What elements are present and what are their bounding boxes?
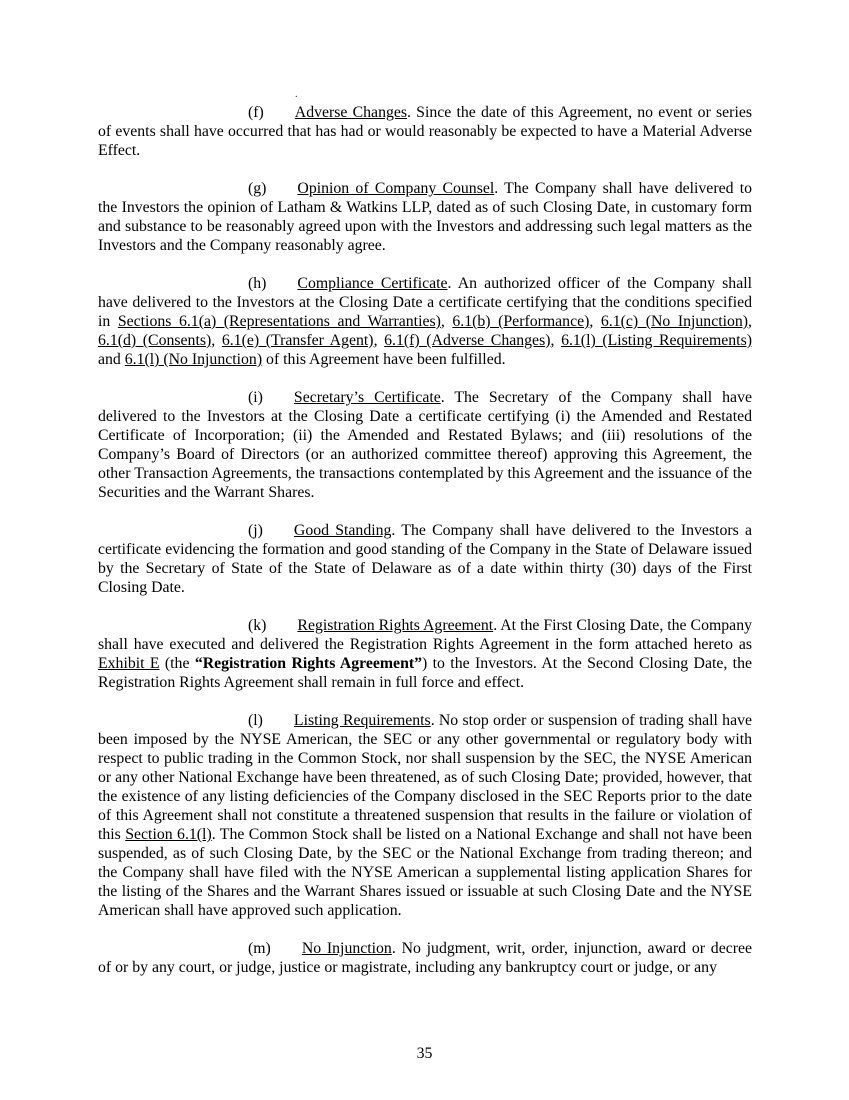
text-run: . Since the date of this Agreement, no event or series of events shall have occurred that has had or would reasonably be expected to have a Material Adverse Effect. [98,104,752,159]
text-run: . No judgment, writ, order, injunction, award or decree of or by any court, or judge, justice or magistrate, including any bankruptcy court or judge, or any [98,940,752,976]
section-reference: 6.1(l) (Listing Requirements) [561,332,752,349]
section-heading: Good Standing [293,522,392,539]
text-run: ) to the Investors. At the Second Closing Date, the Registration Rights Agreement shall remain in full force and effect. [98,655,752,691]
text-run: of this Agreement have been fulfilled. [262,351,506,368]
paragraph-i [98,388,752,502]
paragraph-label: (f) [248,104,264,121]
paragraph-label: (k) [248,617,267,634]
paragraph-label: (h) [248,275,267,292]
paragraph-g [98,179,752,255]
text-run: , [373,332,385,349]
section-reference: Sections 6.1(a) (Representations and Warranties) [117,313,441,330]
section-reference: 6.1(l) (No Injunction) [124,351,263,368]
paragraph-label: (i) [248,389,263,406]
section-heading: Registration Rights Agreement [297,617,494,634]
section-heading: Opinion of Company Counsel [297,180,495,197]
defined-term: “Registration Rights Agreement” [194,655,423,672]
text-run: . The Company shall have delivered to the Investors a certificate evidencing the formation and good standing of the Company in the State of Delaware issued by the Secretary of State of the State of Delaware as of a date within thirty (30) days of the First Closing Date. [98,522,752,596]
text-run: . At the First Closing Date, the Company shall have executed and delivered the Registration Rights Agreement in the form attached hereto as [98,617,752,653]
section-heading: No Injunction [301,940,392,957]
document-body [98,103,752,977]
paragraph-j [98,521,752,597]
paragraph-label: (m) [248,940,271,957]
paragraph-label: (l) [248,712,263,729]
text-run: . No stop order or suspension of trading shall have been imposed by the NYSE American, the SEC or any other governmental or regulatory body with respect to public trading in the Common Stock, nor shall suspension by the SEC, the NYSE American or any other National Exchange have been threatened, as of such Closing Date; provided, however, that the existence of any listing deficiencies of the Company disclosed in the SEC Reports prior to the date of this Agreement shall not constitute a threatened suspension that results in the failure or violation of this [98,712,752,843]
page-number: 35 [416,1045,433,1062]
section-reference: 6.1(d) (Consents) [98,332,212,349]
section-reference: 6.1(b) (Performance) [452,313,590,330]
paragraph-m [98,939,752,977]
section-reference: 6.1(c) (No Injunction) [600,313,749,330]
text-run: . An authorized officer of the Company shall have delivered to the Investors at the Closing Date a certificate certifying that the conditions specified in [98,275,752,330]
section-heading: Secretary’s Certificate [293,389,441,406]
stray-mark: . [295,89,298,100]
text-run: , [550,332,562,349]
paragraph-k [98,616,752,692]
text-run: (the [159,655,195,672]
section-reference: 6.1(e) (Transfer Agent) [221,332,374,349]
section-reference: 6.1(f) (Adverse Changes) [384,332,551,349]
paragraph-label: (j) [248,522,263,539]
paragraph-label: (g) [248,180,267,197]
paragraph-h [98,274,752,369]
paragraph-l [98,711,752,920]
section-reference: Exhibit E [98,655,160,672]
text-run: , [440,313,453,330]
text-run: , [211,332,222,349]
section-heading: Compliance Certificate [297,275,448,292]
text-run: . The Company shall have delivered to the Investors the opinion of Latham & Watkins LLP, dated as of such Closing Date, in customary form and substance to be reasonably agreed upon with the Investors and addressing such legal matters as the Investors and the Company reasonably agree. [98,180,752,254]
text-run: , [589,313,601,330]
section-heading: Adverse Changes [294,104,408,121]
section-heading: Listing Requirements [293,712,431,729]
paragraph-f [98,103,752,160]
section-reference: Section 6.1(l) [125,826,212,843]
text-run: . The Common Stock shall be listed on a National Exchange and shall not have been suspended, as of such Closing Date, by the SEC or the National Exchange from trading thereon; and the Company shall have filed with the NYSE American a supplemental listing application Shares for the listing of the Shares and the Warrant Shares issued or issuable at such Closing Date and the NYSE American shall have approved such application. [98,826,752,919]
text-run: . The Secretary of the Company shall have delivered to the Investors at the Closing Date a certificate certifying (i) the Amended and Restated Certificate of Incorporation; (ii) the Amended and Restated Bylaws; and (iii) resolutions of the Company’s Board of Directors (or an authorized committee thereof) approving this Agreement, the other Transaction Agreements, the transactions contemplated by this Agreement and the issuance of the Securities and the Warrant Shares. [98,389,752,501]
text-run: , [748,313,752,330]
text-run: and [98,351,125,368]
